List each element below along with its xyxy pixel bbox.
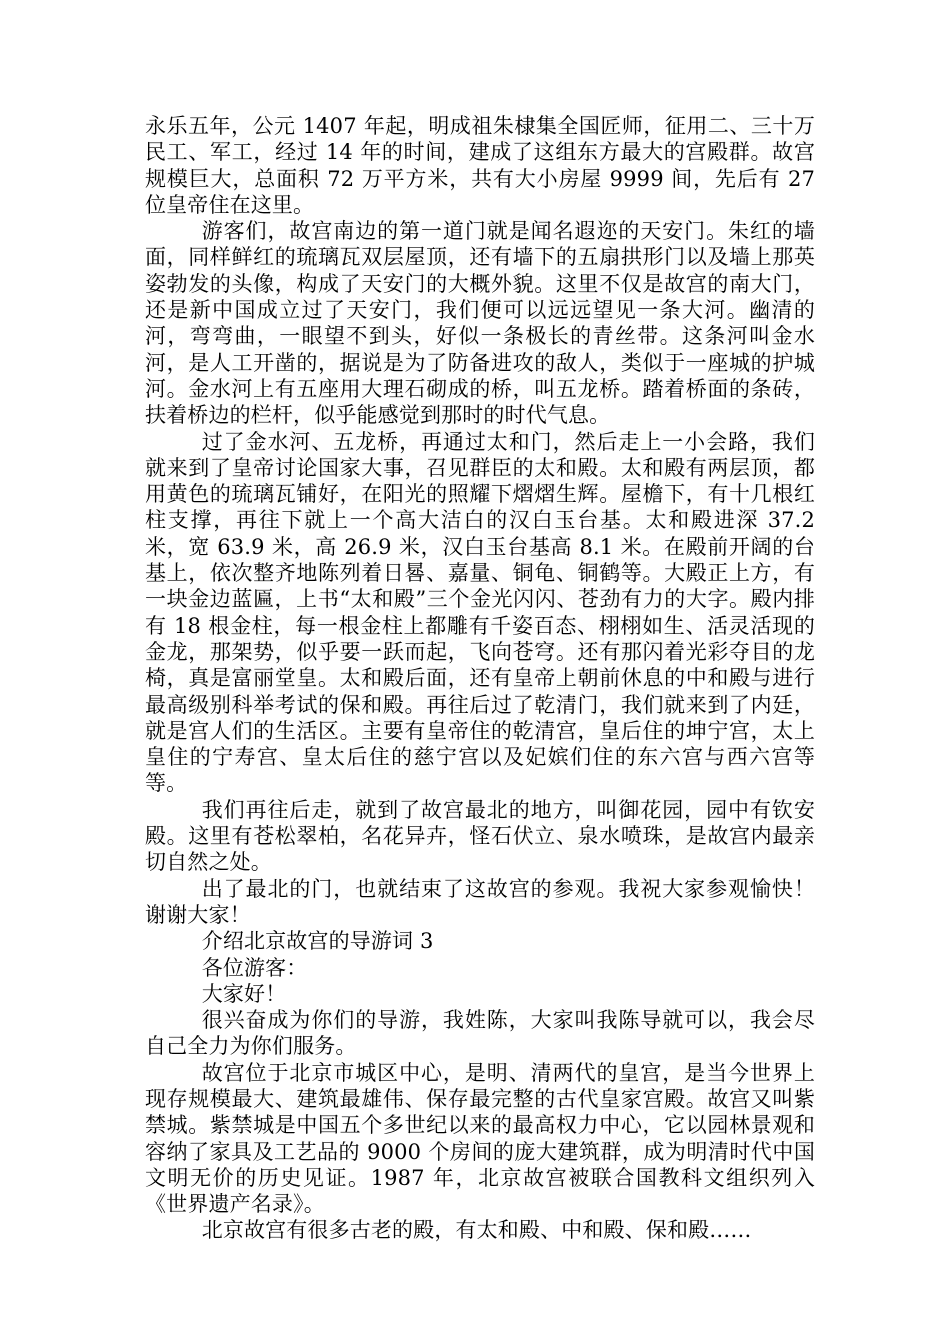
greeting-line-1: 各位游客： bbox=[201, 955, 308, 980]
section-title: 介绍北京故宫的导游词 3 bbox=[201, 929, 434, 954]
paragraph-4: 我们再往后走，就到了故宫最北的地方，叫御花园，园中有钦安殿。这里有苍松翠柏，名花异卉，怪石伏立、泉水喷珠，是故宫内最亲切自然之处。 bbox=[145, 797, 815, 875]
paragraph-6: 很兴奋成为你们的导游，我姓陈，大家叫我陈导就可以，我会尽自己全力为你们服务。 bbox=[145, 1008, 815, 1059]
paragraph-3: 过了金水河、五龙桥，再通过太和门，然后走上一小会路，我们就来到了皇帝讨论国家大事，召见群臣的太和殿。太和殿有两层顶，都用黄色的琉璃瓦铺好，在阳光的照耀下熠熠生辉。屋檐下，有十几根红柱支撑，再往下就上一个高大洁白的汉白玉台基。太和殿进深 37.2 米，宽 63.9 米，高 26.9 米，汉白玉台基高 8.1 米。在殿前开阔的台基上，依次整齐地陈列着日晷、嘉量、铜龟、铜鹤等。大殿正上方，有一块金边蓝匾，上书“太和殿”三个金光闪闪、苍劲有力的大字。殿内排有 18 根金柱，每一根金柱上都雕有千姿百态、栩栩如生、活灵活现的金龙，那架势，似乎要一跃而起，飞向苍穹。还有那闪着光彩夺目的龙椅，真是富丽堂皇。太和殿后面，还有皇帝上朝前休息的中和殿与进行最高级别科举考试的保和殿。再往后过了乾清门，我们就来到了内廷，就是宫人们的生活区。主要有皇帝住的乾清宫，皇后住的坤宁宫，太上皇住的宁寿宫、皇太后住的慈宁宫以及妃嫔们住的东六宫与西六宫等等。 bbox=[145, 429, 815, 796]
paragraph-8: 北京故宫有很多古老的殿，有太和殿、中和殿、保和殿…… bbox=[201, 1218, 752, 1243]
greeting-line-2: 大家好！ bbox=[201, 981, 287, 1006]
paragraph-2: 游客们，故宫南边的第一道门就是闻名遐迩的天安门。朱红的墙面，同样鲜红的琉璃瓦双层屋顶，还有墙下的五扇拱形门以及墙上那英姿勃发的头像，构成了天安门的大概外貌。这里不仅是故宫的南大门，还是新中国成立过了天安门，我们便可以远远望见一条大河。幽清的河，弯弯曲，一眼望不到头，好似一条极长的青丝带。这条河叫金水河，是人工开凿的，据说是为了防备进攻的敌人，类似于一座城的护城河。金水河上有五座用大理石砌成的桥，叫五龙桥。踏着桥面的条砖，扶着桥边的栏杆，似乎能感觉到那时的时代气息。 bbox=[145, 219, 815, 428]
document-page bbox=[145, 113, 815, 1244]
paragraph-5: 出了最北的门，也就结束了这故宫的参观。我祝大家参观愉快！谢谢大家！ bbox=[145, 876, 815, 927]
paragraph-1: 永乐五年，公元 1407 年起，明成祖朱棣集全国匠师，征用二、三十万民工、军工，经过 14 年的时间，建成了这组东方最大的宫殿群。故宫规模巨大，总面积 72 万平方米，共有大小房屋 9999 间，先后有 27 位皇帝住在这里。 bbox=[145, 114, 815, 217]
paragraph-7: 故宫位于北京市城区中心，是明、清两代的皇宫，是当今世界上现存规模最大、建筑最雄伟、保存最完整的古代皇家宫殿。故宫又叫紫禁城。紫禁城是中国五个多世纪以来的最高权力中心，它以园林景观和容纳了家具及工艺品的 9000 个房间的庞大建筑群，成为明清时代中国文明无价的历史见证。1987 年，北京故宫被联合国教科文组织列入《世界遗产名录》。 bbox=[145, 1060, 815, 1217]
